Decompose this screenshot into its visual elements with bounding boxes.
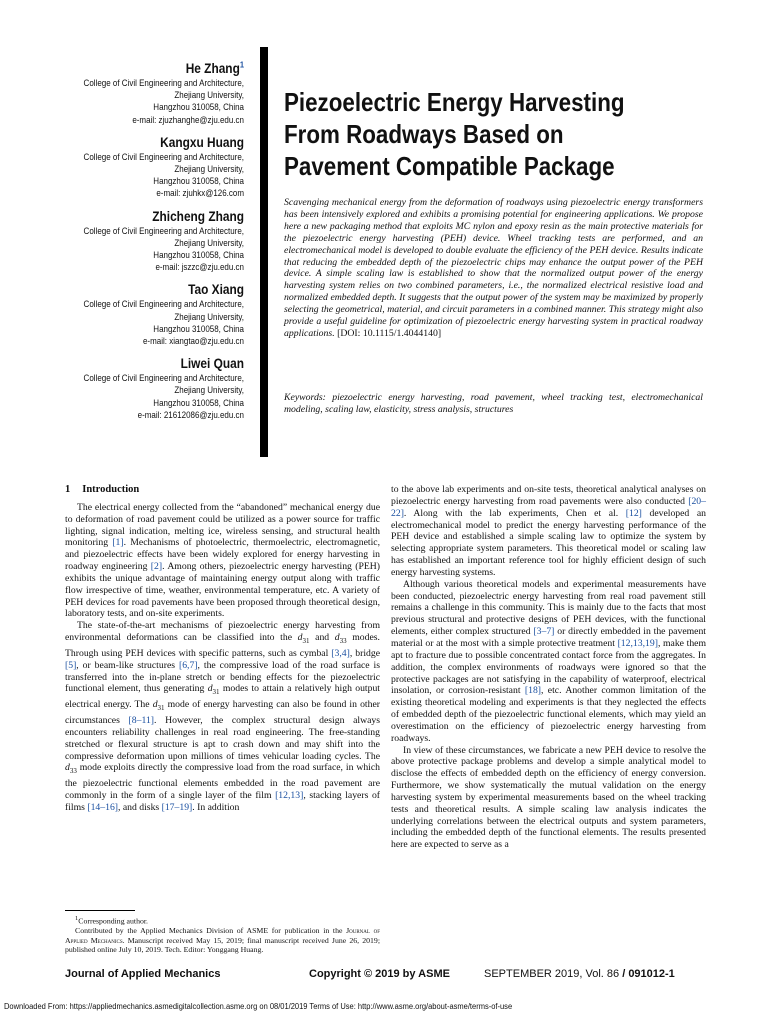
author-block <box>40 134 244 200</box>
citation-link[interactable]: [1] <box>112 537 124 549</box>
footnote-corresponding: $^1$Corresponding author. <box>75 915 148 926</box>
citation-link[interactable]: [6,7] <box>178 659 198 671</box>
footer-issue: SEPTEMBER 2019, Vol. 86 / 091012-1 <box>484 968 675 980</box>
paragraph: In view of these circumstances, we fabricate a new PEH device to resolve the above protective package problems and develop a simple analytical model to disclose the effects of embedded depth on the efficiency of energy conversion. Furthermore, we show systematically the mutual validation on the energy harvesting system by experimental measurements based on the wheel tracking tests and theoretical results. A simple scaling law analysis indicates the underlying correlations between the electrical outputs and system parameters, including the embedded depth of the functional elements. The results presented here are expected to serve as a <box>391 744 706 851</box>
author-name: Kangxu Huang <box>160 134 244 150</box>
body-column-left <box>65 484 380 814</box>
author-university: Zhejiang University, <box>174 311 244 322</box>
title-divider-bar <box>260 47 268 457</box>
author-name: Liwei Quan <box>180 356 244 372</box>
author-department: College of Civil Engineering and Architecture, <box>83 225 244 236</box>
author-department: College of Civil Engineering and Architecture, <box>83 299 244 310</box>
section-heading: 1 Introduction <box>65 484 140 495</box>
author-university: Zhejiang University, <box>174 164 244 175</box>
author-name: Tao Xiang <box>188 282 244 298</box>
download-notice: Downloaded From: https://appliedmechanics.asmedigitalcollection.asme.org on 08/01/2019 Terms of Use: http://www.asme.org/about-asme/terms-of-use <box>4 1002 513 1011</box>
author-city: Hangzhou 310058, China <box>153 176 244 187</box>
author-email: e-mail: zjuzhanghe@zju.edu.cn <box>132 114 244 125</box>
citation-link[interactable]: [12] <box>625 507 642 519</box>
footnote-rule <box>65 910 135 911</box>
footnote <box>65 914 380 955</box>
doi-link[interactable]: [DOI: 10.1115/1.4044140] <box>337 327 442 339</box>
citation-link[interactable]: [20–22] <box>391 495 706 519</box>
paragraph: The electrical energy collected from the “abandoned” mechanical energy due to deformation of road pavement could be utilized as a power source for traffic lighting, signal indication, melting ice, wireless sensing, and structural health monitoring [1]. Mechanisms of photoelectric, thermoelectric, electromagnetic, and piezoelectric effects have been widely explored for energy harvesting in roadway engineering [2]. Among others, piezoelectric energy harvesting (PEH) exhibits the unique advantage of maintaining energy output along with traffic flow irrespective of time, weather, environmental temperature, etc. A variety of PEH devices for road pavements have been proposed through theoretical design, laboratory tests, and on-site experiments. <box>65 501 380 620</box>
author-block <box>40 60 244 126</box>
paragraph: to the above lab experiments and on-site tests, theoretical analytical analyses on piezoelectric energy harvesting from road pavements were also conducted [20–22]. Along with the lab experiments, Chen et al. [12] developed an electromechanical model to predict the energy harvesting performance of the PEH device and established a simple scaling law to optimize the system by selecting appropriate system parameters. This theoretical model or scaling law has established an important reference tool for highly efficient design of such energy harvesting systems. <box>391 484 706 578</box>
author-list <box>40 60 244 429</box>
footer-copyright: Copyright © 2019 by ASME <box>309 968 450 980</box>
author-university: Zhejiang University, <box>174 90 244 101</box>
body-column-right <box>391 484 706 851</box>
author-department: College of Civil Engineering and Architecture, <box>83 373 244 384</box>
author-city: Hangzhou 310058, China <box>153 102 244 113</box>
citation-link[interactable]: [12,13] <box>275 790 304 801</box>
keywords: Keywords: piezoelectric energy harvesting, road pavement, wheel tracking test, electromechanical modeling, scaling law, elasticity, stress analysis, structures <box>284 392 703 415</box>
footnote-contribution: Contributed by the Applied Mechanics Division of ASME for publication in the Journal of Applied Mechanics. Manuscript received May 15, 2019; final manuscript received June 26, 2019; published online July 10, 2019. Tech. Editor: Yonggang Huang. <box>65 926 380 955</box>
corresponding-author-marker[interactable]: 1 <box>239 59 244 70</box>
author-university: Zhejiang University, <box>174 237 244 248</box>
author-email: e-mail: 21612086@zju.edu.cn <box>137 409 244 420</box>
paragraph: Although various theoretical models and experimental measurements have been conducted, piezoelectric energy harvesting from real road pavement still remains a challenge in this community. This is mainly due to the facts that most previous structural and protective designs of PEH devices, with the functional elements, either complex structured [3–7] or directly embedded in the pavement material or at the most with a simple protective treatment [12,13,19], make them apt to fracture due to possible concentrated contact force from the aggregates. In addition, the complex environments of roadways were ignored so that the protective packages are not satisfying in the capability of waterproof, electrical insolation, or corrosion-resistant [18], etc. Another common limitation of the existing theoretical modeling and experiments is that they neglected the effects of embedded depth of the piezoelectric functional elements, which may yield an overestimation on the efficiency of piezoelectric energy harvesting from roadways. <box>391 578 706 744</box>
author-email: e-mail: jszzc@zju.edu.cn <box>155 262 244 273</box>
author-block <box>40 281 244 347</box>
citation-link[interactable]: [12,13,19] <box>617 637 658 649</box>
abstract: Scavenging mechanical energy from the deformation of roadways using piezoelectric energy transformers has been intensively explored and exhibits a promising potential for engineering applications. We propose here a new packaging method that exploits MC nylon and epoxy resin as the main protective materials for the piezoelectric energy harvesting (PEH) device. Wheel tracking tests are performed, and an electromechanical model is developed to double evaluate the efficiency of the PEH device. Results indicate that reducing the embedded depth of the piezoelectric chips may enhance the output power of the PEH device. A simple scaling law is established to show that the normalized output power of the energy harvesting system relies on two combined parameters, i.e., the normalized electrical resistive load and normalized embedded depth. It suggests that the output power of the system may be maximized by properly selecting the geometrical, material, and circuit parameters in a combined manner. This strategy might also provide a useful guideline for optimization of piezoelectric energy harvesting system in practical roadway applications. [DOI: 10.1115/1.4044140] <box>284 197 703 339</box>
citation-link[interactable]: [8–11] <box>128 715 155 726</box>
author-email: e-mail: xiangtao@zju.edu.cn <box>142 336 244 347</box>
citation-link[interactable]: [3–7] <box>533 626 555 638</box>
paper-title: Piezoelectric Energy Harvesting From Roadways Based on Pavement Compatible Package <box>284 87 625 181</box>
citation-link[interactable]: [14–16] <box>87 801 119 813</box>
author-name: He Zhang$^1$ <box>185 59 244 76</box>
paragraph: The state-of-the-art mechanisms of piezoelectric energy harvesting from environmental deformations can be classified into the $d_{31}$ and $d_{33}$ modes. Through using PEH devices with specific patterns, such as cymbal [3,4], bridge [5], or beam-like structures [6,7], the compressive load of the road surface is transferred into the in-plane stretch or bending effects for the piezoelectric functional element, thus generating $d_{31}$ modes to attain a relatively high output electrical energy. The $d_{31}$ mode of energy harvesting can also be found in other circumstances [8–11]. However, the complex structural design always encounters reliability challenges in real road engineering. The free-standing stretched or flexural structure is apt to crash down and may shift into the compressive deformation upon millions of times vehicular loading cycles. The $d_{33}$ mode exploits directly the compressive load from the road surface, in which the piezoelectric functional elements embedded in the road pavement are commonly in the form of a single layer of the film [12,13], stacking layers of films [14–16], and disks [17–19]. In addition <box>65 620 381 813</box>
citation-link[interactable]: [17–19] <box>161 801 193 813</box>
citation-link[interactable]: [3,4] <box>331 647 350 659</box>
citation-link[interactable]: [18] <box>524 685 542 697</box>
author-email: e-mail: zjuhkx@126.com <box>156 188 244 199</box>
author-block <box>40 208 244 274</box>
author-city: Hangzhou 310058, China <box>153 397 244 408</box>
author-city: Hangzhou 310058, China <box>153 250 244 261</box>
author-city: Hangzhou 310058, China <box>153 323 244 334</box>
footer-journal: Journal of Applied Mechanics <box>65 968 221 980</box>
author-block <box>40 355 244 421</box>
citation-link[interactable]: [2] <box>150 561 163 573</box>
citation-link[interactable]: [5] <box>65 659 77 671</box>
author-name: Zhicheng Zhang <box>152 208 244 224</box>
author-university: Zhejiang University, <box>174 385 244 396</box>
author-department: College of Civil Engineering and Architecture, <box>83 151 244 162</box>
author-department: College of Civil Engineering and Architecture, <box>83 78 244 88</box>
